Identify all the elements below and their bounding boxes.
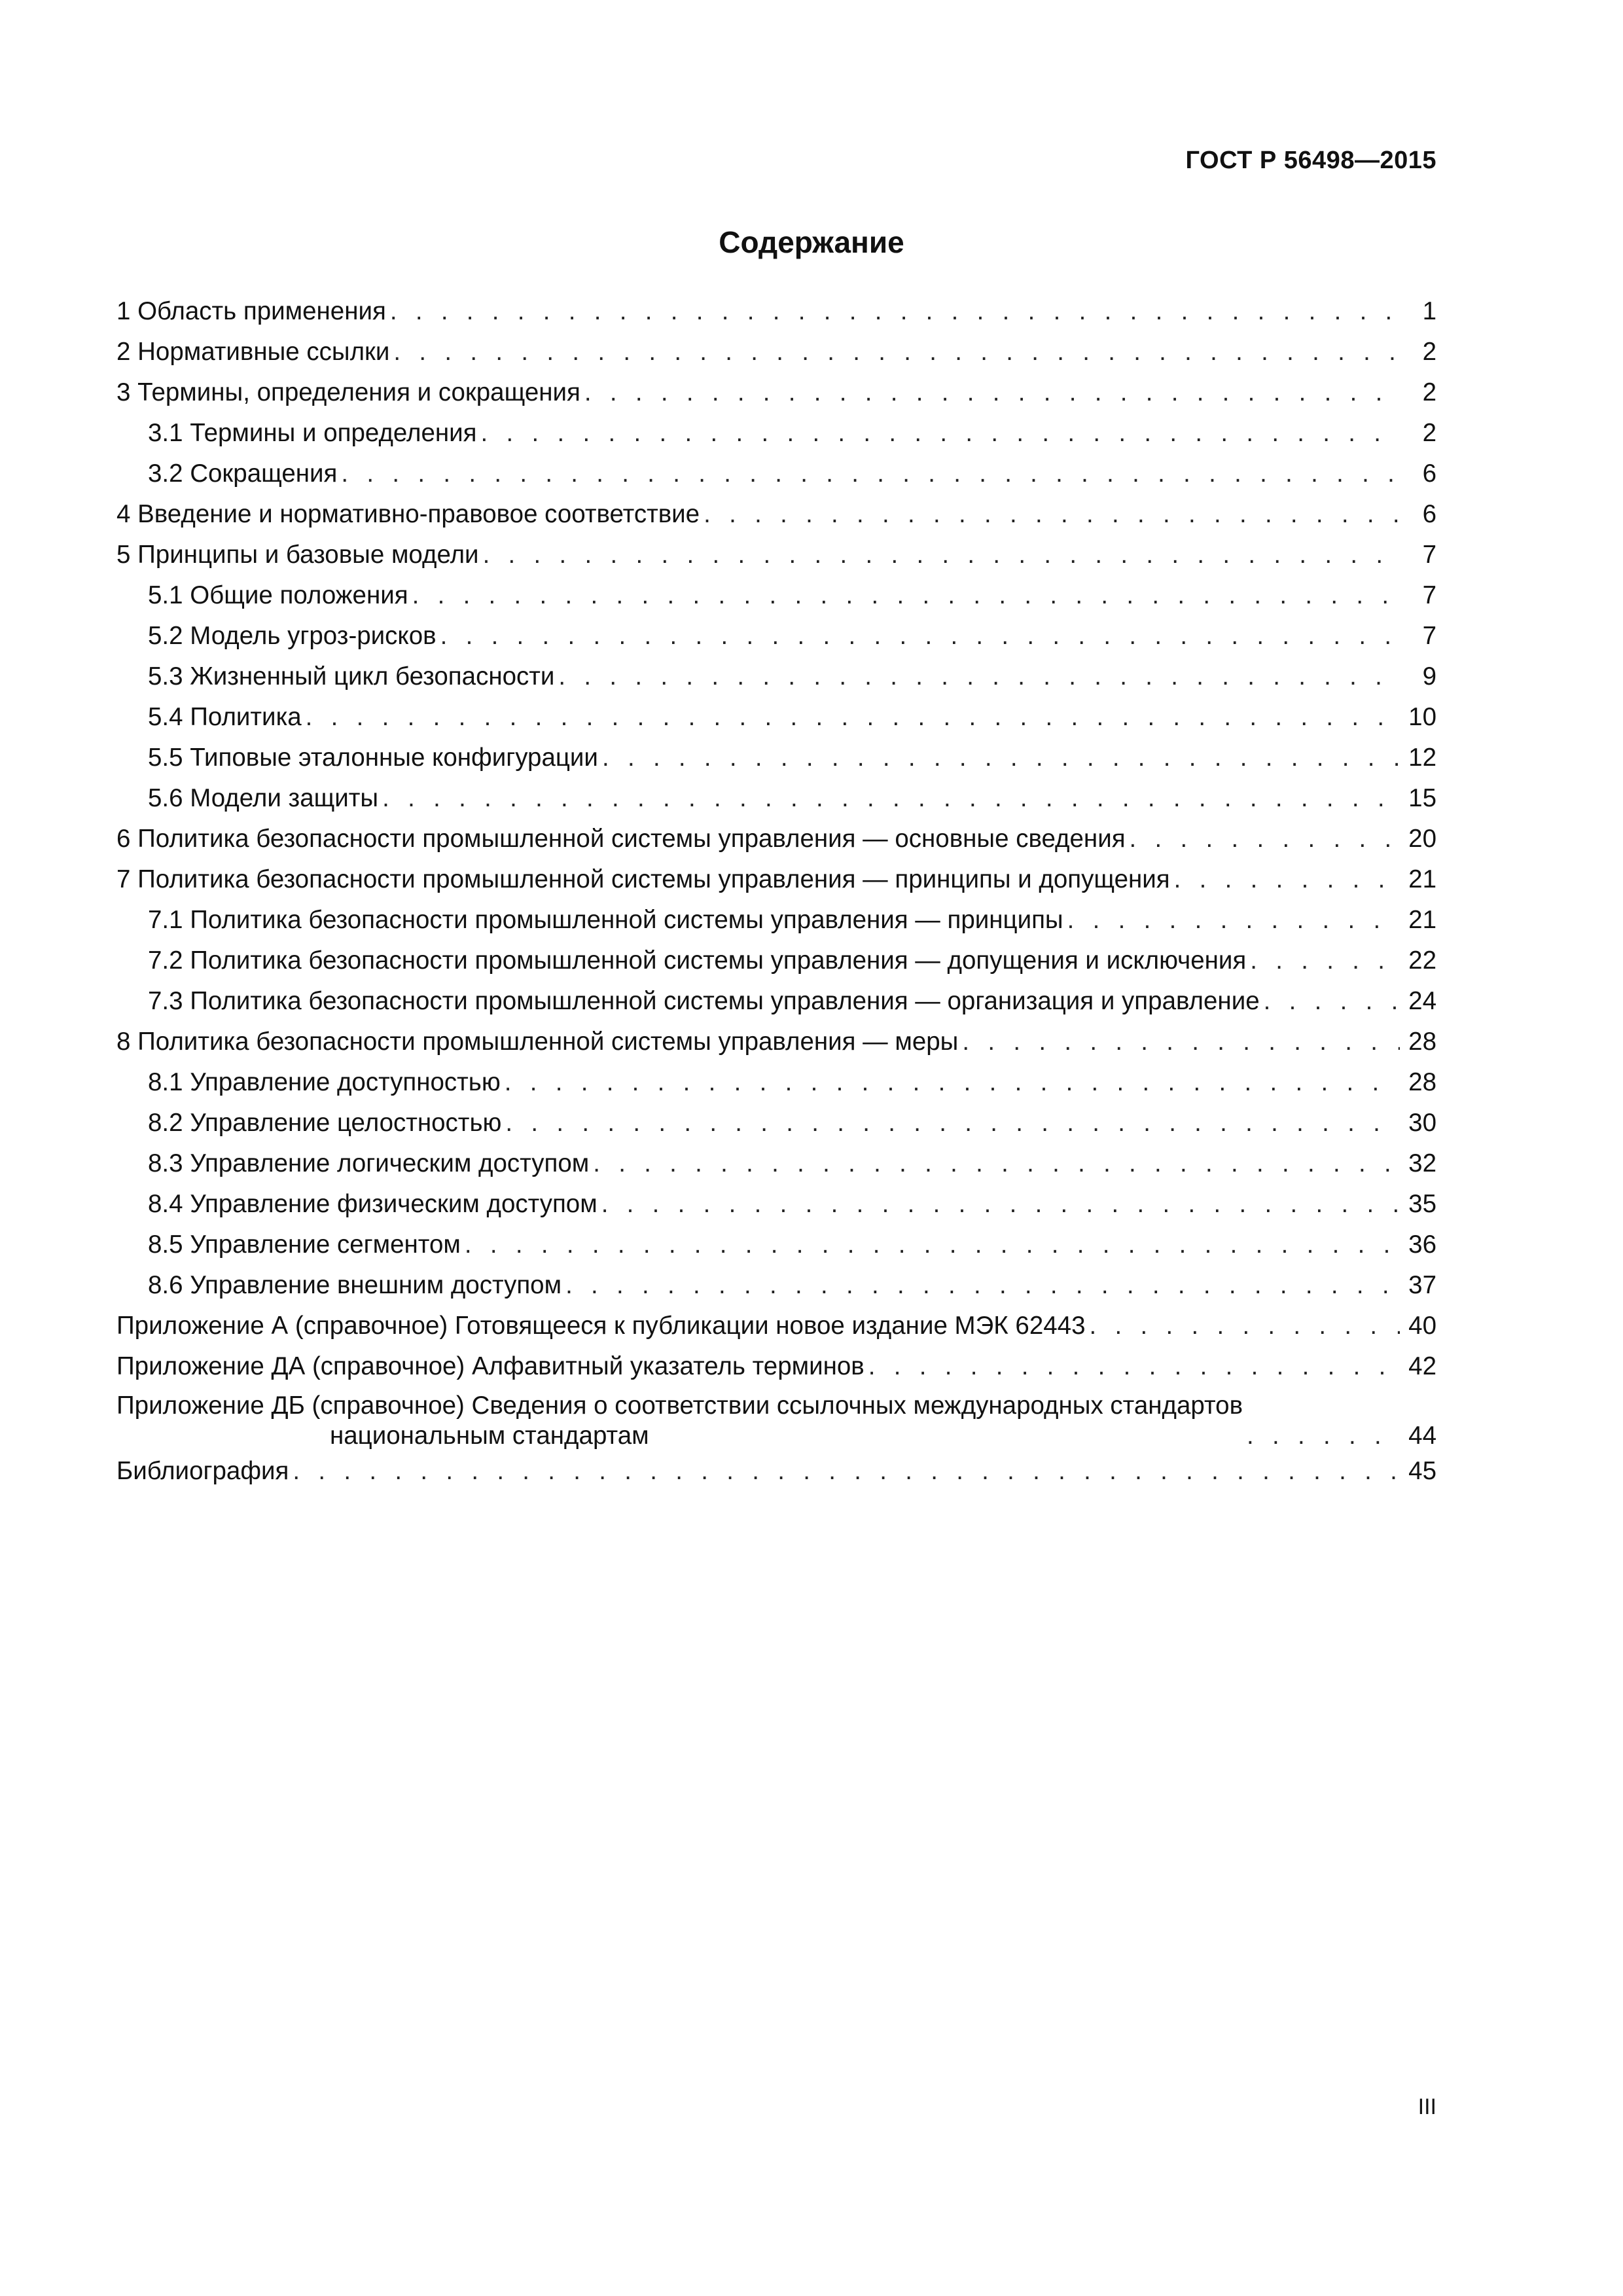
toc-leader-dots [293, 1451, 1400, 1492]
toc-entry-page: 32 [1408, 1149, 1436, 1177]
toc-entry-page: 30 [1408, 1109, 1436, 1137]
toc-leader-dots [593, 1143, 1400, 1184]
toc-entry-7[interactable] [116, 859, 1436, 900]
toc-entry-8-3[interactable] [116, 1143, 1436, 1184]
table-of-contents [116, 291, 1436, 1492]
toc-entry-5-3[interactable] [116, 656, 1436, 697]
toc-entry-page: 44 [1408, 1422, 1436, 1450]
document-code: ГОСТ Р 56498—2015 [1185, 147, 1436, 174]
toc-entry-5-4[interactable] [116, 697, 1436, 738]
toc-entry-label: Приложение А (справочное) Готовящееся к публикации новое издание МЭК 62443 [116, 1312, 1086, 1340]
toc-entry-7-3[interactable] [116, 981, 1436, 1022]
toc-entry-label: 3.1 Термины и определения [148, 419, 477, 447]
toc-entry-label: 8.3 Управление логическим доступом [148, 1149, 590, 1177]
toc-entry-5[interactable] [116, 535, 1436, 575]
toc-entry-5-6[interactable] [116, 778, 1436, 819]
toc-entry-label: Библиография [116, 1457, 289, 1485]
toc-entry-label: 8.4 Управление физическим доступом [148, 1190, 597, 1218]
toc-entry-page: 45 [1408, 1457, 1436, 1485]
toc-entry-page: 28 [1408, 1068, 1436, 1096]
toc-entry-8-6[interactable] [116, 1265, 1436, 1306]
toc-entry-label: 8 Политика безопасности промышленной системы управления — меры [116, 1028, 959, 1056]
toc-entry-label-wrap [116, 1391, 1243, 1451]
toc-entry-page: 2 [1422, 338, 1436, 366]
toc-leader-dots [483, 535, 1400, 575]
toc-entry-3[interactable] [116, 372, 1436, 413]
toc-entry-label: 1 Область применения [116, 297, 386, 325]
toc-entry-label: 5.2 Модель угроз-рисков [148, 622, 437, 650]
toc-entry-page: 35 [1408, 1190, 1436, 1218]
toc-entry-4[interactable] [116, 494, 1436, 535]
toc-entry-5-2[interactable] [116, 616, 1436, 656]
toc-entry-page: 22 [1408, 946, 1436, 975]
toc-entry-annex-da[interactable] [116, 1346, 1436, 1387]
toc-entry-page: 6 [1422, 459, 1436, 488]
toc-entry-page: 42 [1408, 1352, 1436, 1380]
toc-entry-page: 7 [1422, 541, 1436, 569]
toc-leader-dots [412, 575, 1400, 616]
toc-entry-8[interactable] [116, 1022, 1436, 1062]
toc-title: Содержание [719, 225, 904, 259]
toc-entry-5-1[interactable] [116, 575, 1436, 616]
toc-leader-dots [393, 332, 1400, 372]
toc-entry-page: 37 [1408, 1271, 1436, 1299]
toc-entry-8-1[interactable] [116, 1062, 1436, 1103]
toc-leader-dots [481, 413, 1400, 454]
toc-entry-2[interactable] [116, 332, 1436, 372]
toc-entry-label: 6 Политика безопасности промышленной системы управления — основные сведения [116, 825, 1126, 853]
toc-entry-label: 2 Нормативные ссылки [116, 338, 390, 366]
toc-leader-dots [962, 1022, 1400, 1062]
toc-entry-label: 7.3 Политика безопасности промышленной системы управления — организация и управление [148, 987, 1260, 1015]
toc-entry-label: 7.2 Политика безопасности промышленной системы управления — допущения и исключения [148, 946, 1247, 975]
toc-entry-label: 8.6 Управление внешним доступом [148, 1271, 562, 1299]
toc-leader-dots [584, 372, 1400, 413]
toc-leader-dots [868, 1346, 1400, 1387]
toc-leader-dots [505, 1103, 1400, 1143]
toc-entry-page: 9 [1422, 662, 1436, 691]
toc-leader-dots [565, 1265, 1400, 1306]
toc-entry-label: 5.6 Модели защиты [148, 784, 379, 812]
toc-entry-page: 36 [1408, 1230, 1436, 1259]
toc-entry-annex-a[interactable] [116, 1306, 1436, 1346]
toc-entry-label: 7.1 Политика безопасности промышленной системы управления — принципы [148, 906, 1063, 934]
toc-entry-1[interactable] [116, 291, 1436, 332]
toc-entry-page: 10 [1408, 703, 1436, 731]
toc-entry-page: 21 [1408, 906, 1436, 934]
toc-leader-dots [505, 1062, 1400, 1103]
toc-leader-dots [1067, 900, 1400, 941]
toc-entry-annex-db[interactable] [116, 1387, 1436, 1451]
toc-leader-dots [390, 291, 1400, 332]
toc-leader-dots [1250, 941, 1400, 981]
toc-entry-label: 8.1 Управление доступностью [148, 1068, 501, 1096]
toc-entry-8-4[interactable] [116, 1184, 1436, 1225]
toc-entry-page: 12 [1408, 744, 1436, 772]
toc-entry-7-2[interactable] [116, 941, 1436, 981]
toc-entry-label: 5 Принципы и базовые модели [116, 541, 479, 569]
toc-entry-label: 3.2 Сокращения [148, 459, 338, 488]
toc-entry-label: 4 Введение и нормативно-правовое соответствие [116, 500, 700, 528]
toc-leader-dots [1264, 981, 1400, 1022]
toc-entry-5-5[interactable] [116, 738, 1436, 778]
toc-leader-dots [1174, 859, 1400, 900]
toc-entry-label: Приложение ДБ (справочное) Сведения о соответствии ссылочных международных стандартов [116, 1391, 1243, 1420]
toc-entry-8-2[interactable] [116, 1103, 1436, 1143]
toc-entry-3-2[interactable] [116, 454, 1436, 494]
toc-entry-label-continued: национальным стандартам [330, 1422, 649, 1450]
page-number: III [1418, 2094, 1436, 2119]
toc-entry-page: 7 [1422, 581, 1436, 609]
toc-leader-dots [1247, 1421, 1400, 1451]
toc-leader-dots [704, 494, 1400, 535]
toc-entry-page: 15 [1408, 784, 1436, 812]
toc-entry-label: 8.2 Управление целостностью [148, 1109, 502, 1137]
toc-entry-8-5[interactable] [116, 1225, 1436, 1265]
toc-entry-label: 7 Политика безопасности промышленной системы управления — принципы и допущения [116, 865, 1170, 893]
toc-entry-label: 5.5 Типовые эталонные конфигурации [148, 744, 598, 772]
toc-leader-dots [382, 778, 1400, 819]
toc-entry-label: 5.3 Жизненный цикл безопасности [148, 662, 555, 691]
toc-entry-7-1[interactable] [116, 900, 1436, 941]
toc-entry-page: 21 [1408, 865, 1436, 893]
toc-leader-dots [1130, 819, 1400, 859]
toc-entry-page: 40 [1408, 1312, 1436, 1340]
toc-entry-page: 1 [1422, 297, 1436, 325]
toc-entry-page: 24 [1408, 987, 1436, 1015]
toc-entry-label: 5.1 Общие положения [148, 581, 408, 609]
toc-entry-6[interactable] [116, 819, 1436, 859]
toc-leader-dots [558, 656, 1400, 697]
toc-entry-page: 2 [1422, 419, 1436, 447]
toc-entry-page: 2 [1422, 378, 1436, 406]
toc-entry-3-1[interactable] [116, 413, 1436, 454]
toc-entry-label: Приложение ДА (справочное) Алфавитный указатель терминов [116, 1352, 865, 1380]
toc-entry-label: 5.4 Политика [148, 703, 302, 731]
toc-leader-dots [306, 697, 1400, 738]
toc-entry-label: 3 Термины, определения и сокращения [116, 378, 580, 406]
toc-leader-dots [341, 454, 1400, 494]
toc-entry-label: 8.5 Управление сегментом [148, 1230, 461, 1259]
toc-leader-dots [465, 1225, 1400, 1265]
toc-entry-page: 28 [1408, 1028, 1436, 1056]
toc-leader-dots [602, 738, 1400, 778]
toc-leader-dots [601, 1184, 1400, 1225]
toc-entry-page: 20 [1408, 825, 1436, 853]
toc-entry-page: 6 [1422, 500, 1436, 528]
toc-leader-dots [440, 616, 1400, 656]
toc-leader-dots [1089, 1306, 1400, 1346]
toc-entry-page: 7 [1422, 622, 1436, 650]
toc-entry-bibliography[interactable] [116, 1451, 1436, 1492]
